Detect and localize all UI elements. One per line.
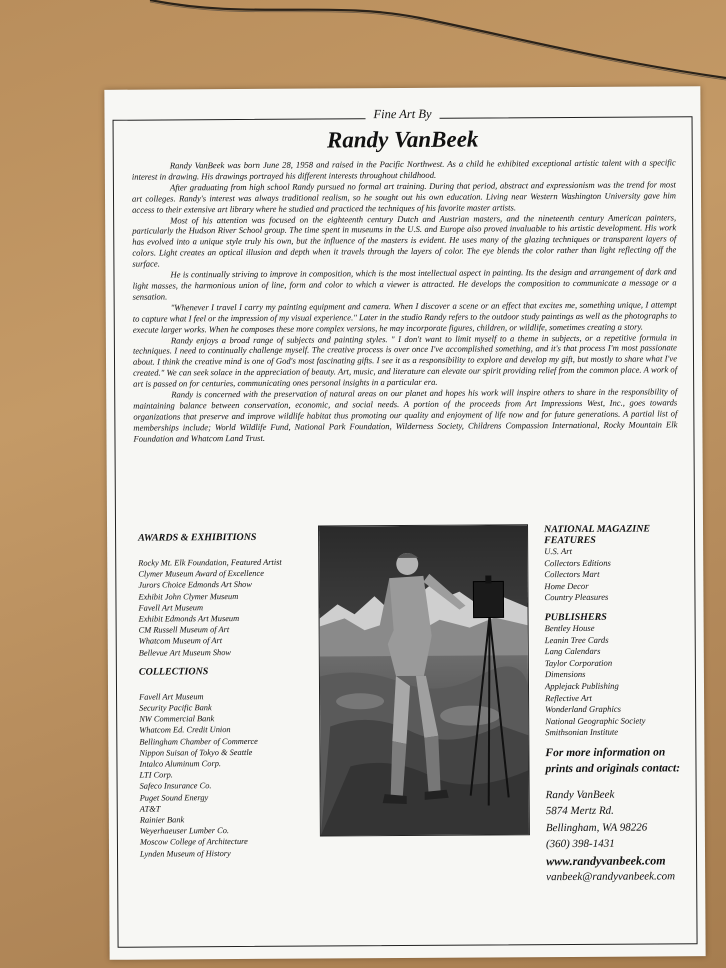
header-subtitle: Fine Art By <box>113 105 691 124</box>
list-item: Moscow College of Architecture <box>139 837 248 848</box>
contact-name: Randy VanBeek <box>545 788 615 802</box>
list-item: Applejack Publishing <box>544 680 619 692</box>
features-and-contact-column <box>544 523 696 886</box>
painter-photo-illustration <box>319 525 529 835</box>
flyer-sheet <box>104 86 705 960</box>
awards-heading: AWARDS & EXHIBITIONS <box>138 531 257 544</box>
list-item: Bellingham Chamber of Commerce <box>139 736 258 747</box>
bio-paragraph: "Whenever I travel I carry my painting equipment and camera. When I discover a scene or an effect that excites me, something unique, I attempt to capture what I feel or the impression of my visual experience." Later in the studio Randy refers to the outdoor study paintings as well as the photographs to execute larger works. When he composes these more complex versions, he may incorporate figures, children, or wildlife, sometimes creating a story. <box>132 299 677 335</box>
list-item: Lynden Museum of History <box>139 848 231 859</box>
list-item: Security Pacific Bank <box>139 703 212 713</box>
bio-paragraph: He is continually striving to improve in composition, which is the most intellectual aspect in painting. Its the design and arrangement of dark and light masses, the harmonious union of line, form and color to which a viewer is attracted. He develops the composition to communicate a message or a sensation. <box>132 266 677 302</box>
hanging-cord <box>0 0 726 90</box>
list-item: Whatcom Museum of Art <box>138 636 223 647</box>
bio-paragraph: Most of his attention was focused on the eighteenth century Dutch and Austrian masters, and the nineteenth century American painters, particularly the Hudson River School group. The time spent in museums in the U.S. and Europe also proved invaluable to his artistic development. His work has evolved into a unique style truly his own, but the influence of the masters is evident. He uses many of the glazing techniques or transparent layers of colors. Light creates an optical illusion and depth when it travels through the layers of color. The eye blends the color rather than light reflecting off the surface. <box>132 211 677 269</box>
list-item: Jurors Choice Edmonds Art Show <box>138 580 252 591</box>
list-item: Reflective Art <box>545 692 592 703</box>
list-item: U.S. Art <box>544 545 572 557</box>
list-item: Bentley House <box>544 622 595 634</box>
list-item: Country Pleasures <box>544 592 609 603</box>
list-item: Wonderland Graphics <box>545 703 622 715</box>
list-item: Safeco Insurance Co. <box>139 781 212 792</box>
list-item: Nippon Suisan of Tokyo & Seattle <box>139 747 253 758</box>
list-item: Leanin Tree Cards <box>544 634 609 645</box>
list-item: Whatcom Ed. Credit Union <box>139 725 231 736</box>
list-item: Favell Art Museum <box>138 603 204 613</box>
painter-at-easel-photo <box>318 524 530 836</box>
list-item: Exhibit John Clymer Museum <box>138 591 239 602</box>
list-item: Lang Calendars <box>544 645 601 657</box>
contact-phone: (360) 398-1431 <box>545 838 615 851</box>
list-item: Rainier Bank <box>139 815 185 825</box>
bio-paragraph: Randy VanBeek was born June 28, 1958 and raised in the Pacific Northwest. As a child he exhibited exceptional artistic talent with a specific interest in drawing. His drawings portrayed his different interests throughout childhood. <box>131 157 676 182</box>
publishers-heading: PUBLISHERS <box>544 611 607 624</box>
list-item: Rocky Mt. Elk Foundation, Featured Artist <box>138 557 282 568</box>
list-item: Home Decor <box>544 580 589 591</box>
list-item: CM Russell Museum of Art <box>138 625 230 635</box>
collections-list <box>139 690 326 859</box>
magazine-features-heading: NATIONAL MAGAZINE FEATURES <box>544 523 651 547</box>
bio-paragraph: Randy is concerned with the preservation of natural areas on our planet and hopes his work will inspire others to share in the responsibility of maintaining balance between conservation, economic, and social needs. A portion of the proceeds from Art Impressions West, Inc., goes towards organizations that preserve and improve wildlife habitat thus promoting our quality and enjoyment of life now and for future generations. A partial list of memberships include; World Wildlife Fund, National Park Foundation, Wilderness Society, Childrens Compassion International, Rocky Mountain Elk Foundation and Whatcom Land Trust. <box>133 386 678 444</box>
list-item: Clymer Museum Award of Excellence <box>138 569 264 579</box>
contact-website[interactable]: www.randyvanbeek.com <box>546 853 666 869</box>
bio-paragraph: Randy enjoys a broad range of subjects and painting styles. " I don't want to limit myself to a theme in subjects, or a repetitive formula in techniques. I need to continually challenge myself. The creative process is over once I've accomplished something, and it's that process I'm most passionate about. I think the creative mind is one of God's most fascinating gifts. I see it as a responsibility to explore and develop my gift, but mostly to share what I've created." We can seek solace in the appreciation of beauty. Art, music, and literature can elevate our spirit providing relief from the common place. A work of art is passed on for centuries, communicating ones personal insights in a particular era. <box>132 331 678 389</box>
list-item: LTI Corp. <box>139 770 173 780</box>
contact-block <box>546 786 697 886</box>
list-item: Puget Sound Energy <box>139 792 209 803</box>
list-item: Bellevue Art Museum Show <box>138 647 232 658</box>
list-item: Weyerhaeuser Lumber Co. <box>139 826 229 836</box>
list-item: Intalco Aluminum Corp. <box>139 759 222 769</box>
awards-list <box>138 556 325 658</box>
list-item: Collectors Editions <box>544 557 611 568</box>
contact-city: Bellingham, WA 98226 <box>545 821 648 835</box>
bio-paragraph: After graduating from high school Randy pursued no formal art training. During that period, abstract and expressionism was the trend for most art colleges. Randy's interest was always traditional realism, so he sought out his own education. Living near Western Washington University gave him access to their extensive art library where he studied and practiced the techniques of his favorite master artists. <box>131 179 677 215</box>
list-item: Favell Art Museum <box>139 692 204 702</box>
list-item: Taylor Corporation <box>544 657 613 668</box>
list-item: National Geographic Society <box>545 715 646 726</box>
collections-heading: COLLECTIONS <box>138 666 209 678</box>
list-item: Exhibit Edmonds Art Museum <box>138 614 240 624</box>
list-item: Dimensions <box>544 669 586 680</box>
list-item: AT&T <box>139 804 161 814</box>
contact-email[interactable]: vanbeek@randyvanbeek.com <box>546 870 676 884</box>
awards-and-collections-column <box>138 531 326 859</box>
list-item: Collectors Mart <box>544 569 600 580</box>
list-item: NW Commercial Bank <box>139 714 215 724</box>
list-item: Smithsonian Institute <box>545 727 619 738</box>
artist-name-title: Randy VanBeek <box>326 126 479 153</box>
publishers-list <box>545 622 696 739</box>
magazine-list <box>544 545 694 604</box>
flyer-border <box>113 106 698 948</box>
contact-heading: For more information on prints and originals contact: <box>545 746 681 776</box>
artist-biography <box>132 157 678 444</box>
contact-street: 5874 Mertz Rd. <box>545 805 614 818</box>
